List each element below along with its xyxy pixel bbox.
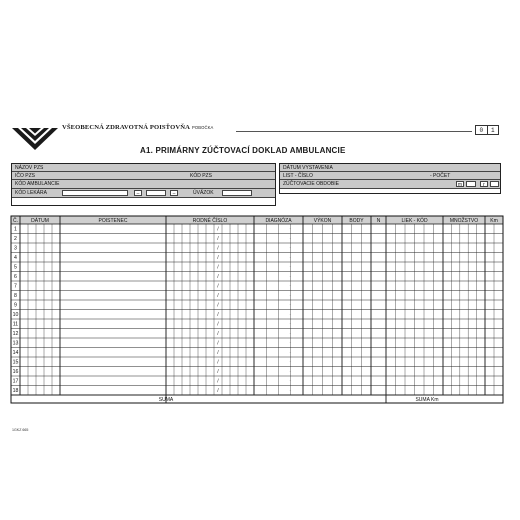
row-number: 9 <box>14 302 17 309</box>
row-number: 15 <box>12 359 19 366</box>
column-header: RODNÉ ČÍSLO <box>192 218 228 224</box>
diagnosis-separator: · <box>289 330 291 336</box>
row-number: 3 <box>14 245 17 252</box>
row-number: 10 <box>12 312 19 319</box>
diagnosis-separator: · <box>289 235 291 241</box>
diagnosis-separator: · <box>289 340 291 346</box>
column-header: LIEK - KÓD <box>401 218 428 224</box>
year-box: r <box>480 181 488 187</box>
dash-box: – <box>134 190 142 196</box>
birth-number-slash: / <box>217 378 219 385</box>
ico-pzs-label: IČO PZS <box>15 173 36 179</box>
row-number: 6 <box>14 274 17 281</box>
diagnosis-separator: · <box>289 387 291 393</box>
kod-ambulancie-label: KÓD AMBULANCIE <box>15 181 60 187</box>
diagnosis-separator: · <box>289 302 291 308</box>
column-header: VÝKON <box>313 218 332 224</box>
diagnosis-separator: · <box>289 264 291 270</box>
month-box: m <box>457 182 463 188</box>
suma-label: SUMA <box>158 397 174 403</box>
birth-number-slash: / <box>217 388 219 395</box>
birth-number-slash: / <box>217 302 219 309</box>
row-number: 1 <box>14 226 17 233</box>
table-header-band <box>11 216 503 224</box>
birth-number-slash: / <box>217 245 219 252</box>
diagnosis-separator: · <box>289 349 291 355</box>
column-header: DÁTUM <box>31 218 49 224</box>
birth-number-slash: / <box>217 274 219 281</box>
zuctovacie-obdobie-label: ZÚČTOVACIE OBDOBIE <box>283 181 339 187</box>
kod-lekara-label: KÓD LEKÁRA <box>15 190 47 196</box>
datum-vystavenia-label: DÁTUM VYSTAVENIA <box>283 165 333 171</box>
diagnosis-separator: · <box>289 245 291 251</box>
diagnosis-separator: · <box>289 226 291 232</box>
diagnosis-separator: · <box>289 273 291 279</box>
dash-box: – <box>170 190 178 196</box>
diagnosis-separator: · <box>289 378 291 384</box>
column-header: MNOŽSTVO <box>449 218 479 224</box>
row-number: 14 <box>12 350 19 357</box>
column-header: N <box>376 218 381 224</box>
insurer-name-text: VŠEOBECNÁ ZDRAVOTNÁ POISŤOVŇA <box>62 124 190 131</box>
diagnosis-separator: · <box>289 254 291 260</box>
birth-number-slash: / <box>217 331 219 338</box>
suma-km-label: SUMA Km <box>415 397 439 403</box>
diagnosis-separator: · <box>289 359 291 365</box>
birth-number-slash: / <box>217 264 219 271</box>
list-cislo-label: LIST - ČÍSLO <box>283 173 313 179</box>
row-number: 7 <box>14 283 17 290</box>
branch-label: POBOČKA <box>191 125 214 130</box>
row-number: 2 <box>14 236 17 243</box>
form-code-digit: 1 <box>490 127 495 134</box>
row-number: 12 <box>12 331 19 338</box>
row-number: 4 <box>14 255 17 262</box>
pocet-label: - POČET <box>430 173 451 179</box>
column-header: POISTENEC <box>98 218 128 224</box>
kod-pzs-label: KÓD PZS <box>190 173 212 179</box>
birth-number-slash: / <box>217 369 219 376</box>
form-id: 1GKZ 665 <box>12 428 29 432</box>
birth-number-slash: / <box>217 321 219 328</box>
column-header: DIAGNÓZA <box>265 218 292 224</box>
birth-number-slash: / <box>217 283 219 290</box>
diagnosis-separator: · <box>289 368 291 374</box>
birth-number-slash: / <box>217 226 219 233</box>
diagnosis-separator: · <box>289 321 291 327</box>
diagnosis-separator: · <box>289 311 291 317</box>
birth-number-slash: / <box>217 359 219 366</box>
birth-number-slash: / <box>217 312 219 319</box>
form-title: A1. PRIMÁRNY ZÚČTOVACÍ DOKLAD AMBULANCIE <box>140 146 346 155</box>
row-number: 8 <box>14 293 17 300</box>
birth-number-slash: / <box>217 340 219 347</box>
birth-number-slash: / <box>217 255 219 262</box>
form-code-digit: 0 <box>476 126 488 134</box>
column-header: Č. <box>13 218 18 224</box>
row-number: 17 <box>12 378 19 385</box>
birth-number-slash: / <box>217 236 219 243</box>
row-number: 16 <box>12 369 19 376</box>
diagnosis-separator: · <box>289 283 291 289</box>
column-header: BODY <box>349 218 364 224</box>
birth-number-slash: / <box>217 293 219 300</box>
row-number: 13 <box>12 340 19 347</box>
column-header: Km <box>490 218 498 224</box>
row-number: 18 <box>12 388 19 395</box>
birth-number-slash: / <box>217 350 219 357</box>
row-number: 11 <box>12 321 19 328</box>
row-number: 5 <box>14 264 17 271</box>
nazov-pzs-label: NÁZOV PZS <box>15 165 44 171</box>
diagnosis-separator: · <box>289 292 291 298</box>
uvazok-label: ÚVÄZOK <box>193 190 214 196</box>
